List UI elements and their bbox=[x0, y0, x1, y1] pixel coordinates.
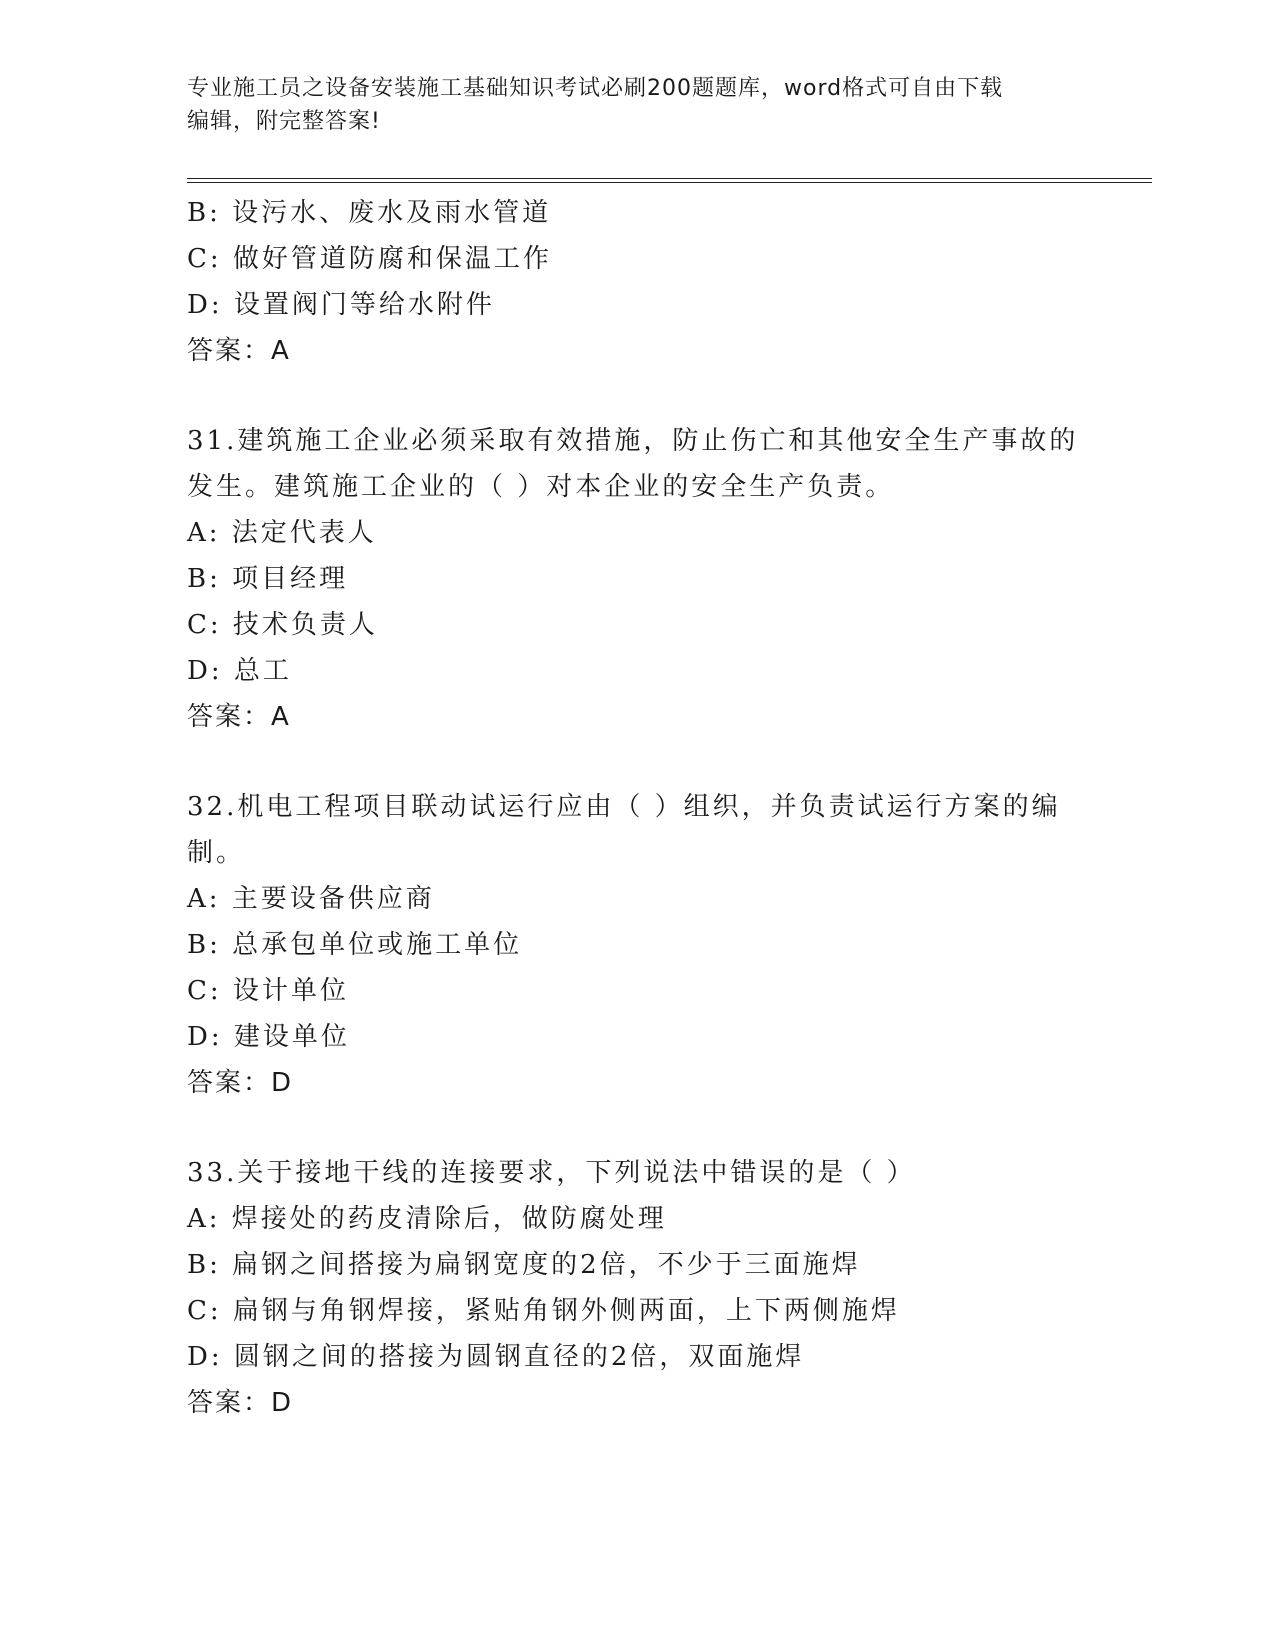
question-stem-continued: 制。 bbox=[187, 838, 246, 868]
question-32 bbox=[187, 784, 1087, 1106]
question-31 bbox=[187, 418, 1087, 740]
answer: 答案：A bbox=[187, 336, 291, 366]
spacer bbox=[187, 1106, 1087, 1150]
question-33 bbox=[187, 1150, 1087, 1426]
option-b: B: 总承包单位或施工单位 bbox=[187, 930, 523, 960]
question-stem: 33.关于接地干线的连接要求，下列说法中错误的是（ ） bbox=[187, 1158, 916, 1188]
option-a: A: 焊接处的药皮清除后，做防腐处理 bbox=[187, 1204, 667, 1234]
option-b: B: 设污水、废水及雨水管道 bbox=[187, 198, 552, 228]
question-stem-continued: 发生。建筑施工企业的（ ）对本企业的安全生产负责。 bbox=[187, 472, 895, 502]
option-c: C: 做好管道防腐和保温工作 bbox=[187, 244, 552, 274]
option-c: C: 技术负责人 bbox=[187, 610, 378, 640]
option-b: B: 项目经理 bbox=[187, 564, 349, 594]
option-b: B: 扁钢之间搭接为扁钢宽度的2倍，不少于三面施焊 bbox=[187, 1250, 861, 1280]
question-stem: 32.机电工程项目联动试运行应由（ ）组织，并负责试运行方案的编 bbox=[187, 792, 1061, 822]
option-d: D: 圆钢之间的搭接为圆钢直径的2倍，双面施焊 bbox=[187, 1342, 805, 1372]
document-header bbox=[187, 72, 1087, 138]
spacer bbox=[187, 740, 1087, 784]
option-a: A: 主要设备供应商 bbox=[187, 884, 435, 914]
answer: 答案：A bbox=[187, 702, 291, 732]
answer: 答案：D bbox=[187, 1068, 294, 1098]
option-a: A: 法定代表人 bbox=[187, 518, 377, 548]
question-list bbox=[187, 190, 1087, 1426]
header-title-line-2: 编辑，附完整答案! bbox=[187, 109, 381, 134]
header-title-line-1: 专业施工员之设备安装施工基础知识考试必刷200题题库，word格式可自由下载 bbox=[187, 76, 1004, 101]
spacer bbox=[187, 374, 1087, 418]
header-divider-bottom bbox=[187, 182, 1152, 183]
question-stem: 31.建筑施工企业必须采取有效措施，防止伤亡和其他安全生产事故的 bbox=[187, 426, 1079, 456]
answer: 答案：D bbox=[187, 1388, 294, 1418]
option-d: D: 设置阀门等给水附件 bbox=[187, 290, 495, 320]
option-d: D: 总工 bbox=[187, 656, 292, 686]
option-d: D: 建设单位 bbox=[187, 1022, 350, 1052]
question-30-continued bbox=[187, 190, 1087, 374]
header-divider-top bbox=[187, 178, 1152, 179]
option-c: C: 设计单位 bbox=[187, 976, 349, 1006]
option-c: C: 扁钢与角钢焊接，紧贴角钢外侧两面，上下两侧施焊 bbox=[187, 1296, 900, 1326]
